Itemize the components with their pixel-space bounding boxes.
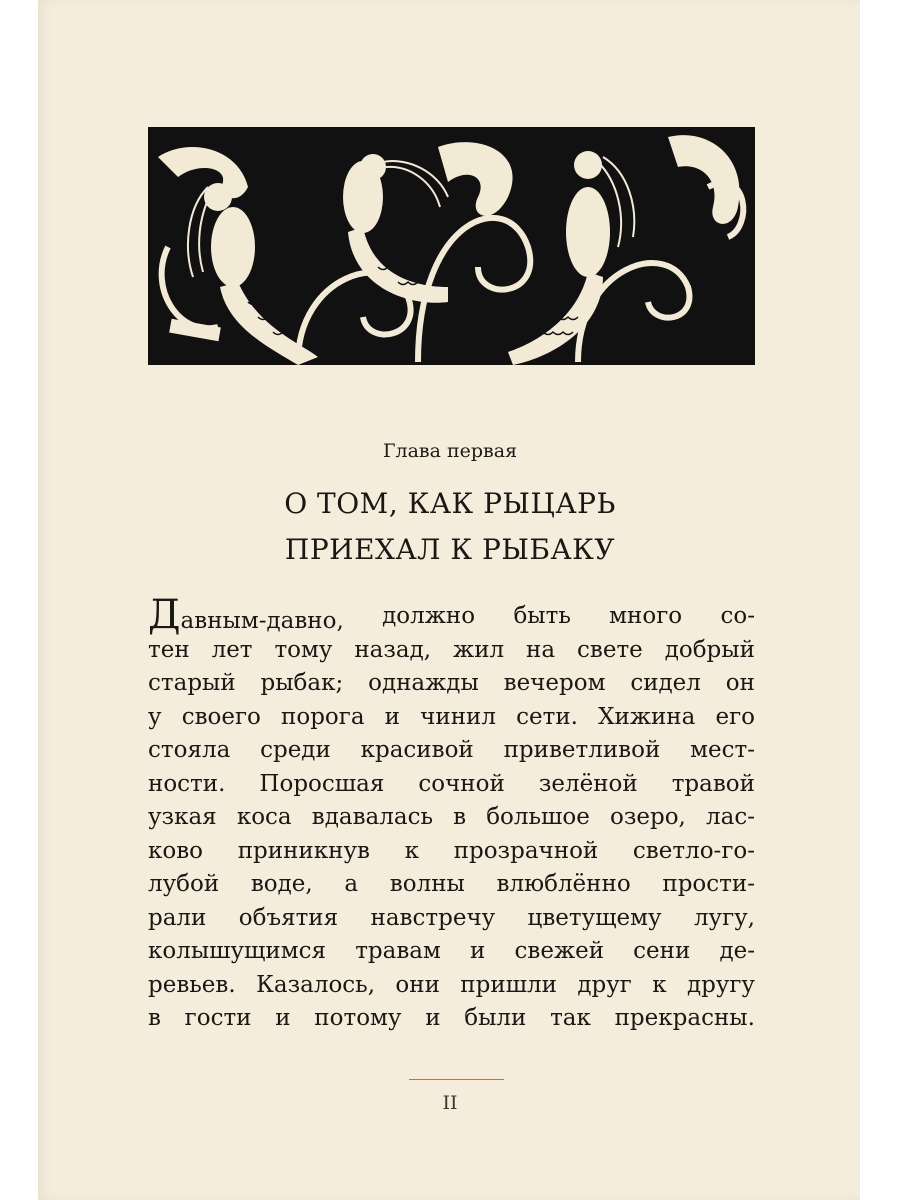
word: травой [671, 770, 755, 797]
word: цветущему [527, 904, 662, 931]
word: друг [577, 971, 632, 998]
page-number: II [442, 1092, 458, 1114]
mermaid-illustration [148, 127, 755, 365]
footer-rule [409, 1079, 504, 1080]
word: прости- [662, 871, 755, 897]
word: свежей [514, 938, 605, 964]
text-line [148, 935, 755, 969]
chapter-title [0, 481, 900, 573]
word: навстречу [370, 904, 496, 931]
word: чинил [420, 703, 496, 730]
word: и [470, 938, 486, 964]
word: он [725, 670, 755, 696]
word: Казалось, [256, 971, 376, 998]
chapter-label: Глава первая [382, 440, 518, 462]
word: коса [236, 804, 292, 830]
text-line [148, 801, 755, 835]
word: авным-давно, [180, 608, 344, 634]
drop-cap: Д [148, 592, 181, 638]
word: тен [148, 636, 190, 663]
word: сочной [418, 770, 505, 797]
word: тому [274, 636, 333, 663]
word: лет [211, 636, 253, 663]
word: потому [314, 1005, 402, 1031]
word: Хижина [598, 703, 696, 730]
text-line [148, 969, 755, 1003]
word: влюблённо [496, 871, 631, 897]
word: большое [486, 804, 590, 830]
word: волны [389, 871, 465, 897]
word: в [148, 1005, 161, 1031]
word: озеро, [609, 804, 686, 830]
word: среди [260, 737, 331, 763]
text-line [148, 592, 755, 638]
word: мест- [690, 737, 755, 763]
word: пришли [460, 971, 557, 998]
text-line [148, 634, 755, 668]
text-line [148, 868, 755, 902]
word: узкая [148, 804, 217, 830]
word: много [609, 603, 683, 629]
word: рыбак; [260, 670, 344, 696]
word: жил [453, 636, 505, 663]
word: были [464, 1005, 527, 1031]
word: должно [382, 603, 476, 629]
word: к [404, 837, 419, 864]
word: своего [181, 703, 261, 730]
word: назад, [354, 636, 432, 663]
word: и [425, 1005, 441, 1031]
word: де- [719, 938, 755, 964]
body-paragraph [148, 592, 755, 1036]
text-line [148, 835, 755, 869]
word: другу [686, 971, 755, 998]
word: у [148, 703, 162, 730]
text-line [148, 768, 755, 802]
word: прозрачной [453, 837, 599, 864]
mermaid-engraving-image [148, 127, 755, 365]
word: стояла [148, 737, 231, 763]
word: ревьев. [148, 971, 236, 998]
word: травам [355, 938, 441, 964]
word: ности. [148, 770, 226, 797]
first-word [148, 592, 344, 638]
word: вдавалась [311, 804, 433, 830]
word: лубой [148, 871, 220, 897]
text-line [148, 701, 755, 735]
text-line [148, 1002, 755, 1036]
word: к [652, 971, 667, 998]
word: Поросшая [259, 770, 385, 797]
word: красивой [360, 737, 474, 763]
word: сидел [630, 670, 701, 696]
word: порога [281, 703, 365, 730]
word: зелёной [538, 770, 638, 797]
word: лугу, [693, 904, 755, 931]
word: объятия [238, 904, 339, 931]
word: ково [148, 837, 204, 864]
word: а [344, 871, 359, 897]
word: в [453, 804, 467, 830]
word: приветливой [503, 737, 661, 763]
word: воде, [250, 871, 313, 897]
word: гости [184, 1005, 252, 1031]
word: колышущимся [148, 938, 327, 964]
word: и [275, 1005, 291, 1031]
word: лас- [706, 804, 755, 830]
word: сени [633, 938, 691, 964]
word: свете [577, 636, 643, 663]
word: рали [148, 904, 207, 931]
word: однажды [368, 670, 479, 696]
word: прекрасны. [614, 1005, 755, 1031]
word: светло-го- [632, 837, 755, 864]
word: приникнув [237, 837, 370, 864]
word: быть [513, 603, 571, 629]
chapter-title-line: О ТОМ, КАК РЫЦАРЬ [284, 487, 616, 520]
word: со- [720, 603, 755, 629]
word: его [715, 703, 755, 730]
text-line [148, 734, 755, 768]
word: на [526, 636, 556, 663]
word: добрый [664, 636, 755, 663]
word: сети. [516, 703, 578, 730]
word: вечером [503, 670, 606, 696]
chapter-title-line: ПРИЕХАЛ К РЫБАКУ [284, 533, 616, 566]
word: они [395, 971, 440, 998]
word: и [384, 703, 401, 730]
text-line [148, 667, 755, 701]
text-line [148, 902, 755, 936]
word: старый [148, 670, 236, 696]
word: так [550, 1005, 591, 1031]
